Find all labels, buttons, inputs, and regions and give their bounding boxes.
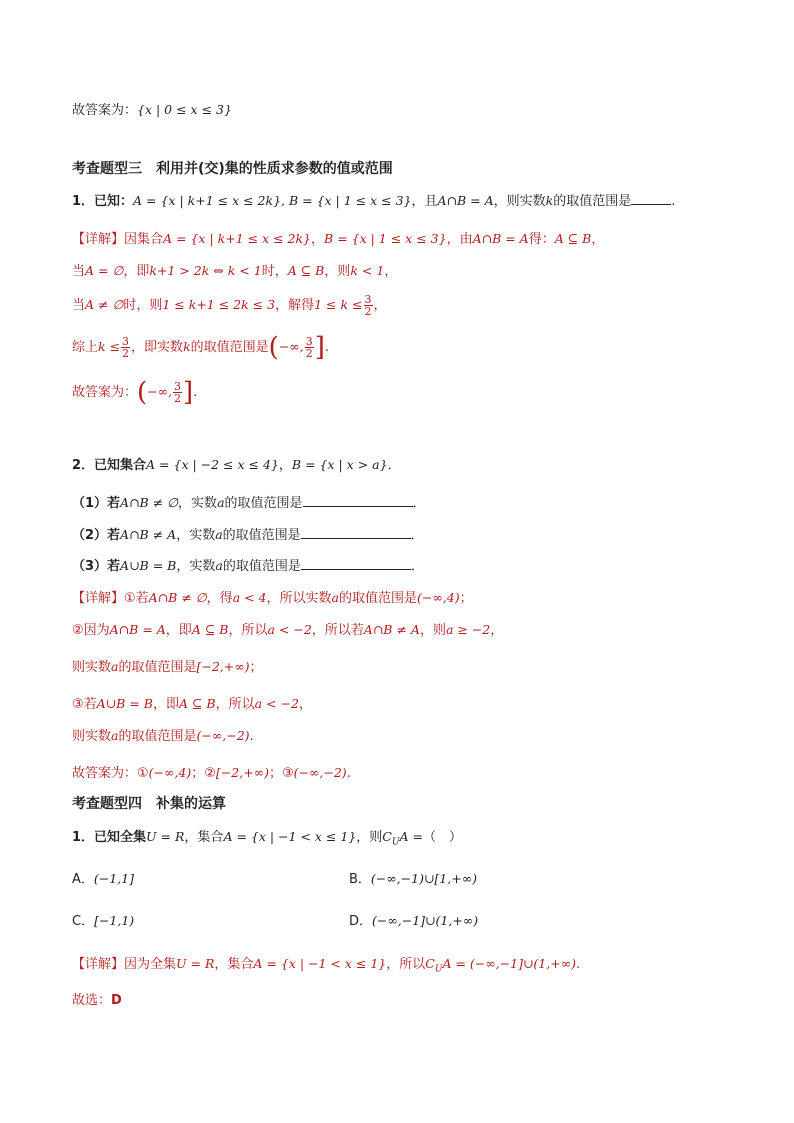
text: 则实数 <box>72 660 112 675</box>
text: ． <box>412 496 426 511</box>
text: ③若 <box>72 697 97 712</box>
section-heading-4: 考查题型四 补集的运算 <box>72 796 226 812</box>
math: A∪B = B <box>120 558 177 573</box>
option-b[interactable] <box>349 869 477 890</box>
math: A = {x | k+1 ≤ x ≤ 2k}, B = {x | 1 ≤ x ≤ 3} <box>133 193 412 208</box>
text: ，则 <box>324 264 351 279</box>
text: 的取值范围是 <box>190 340 269 355</box>
text: ，即实数 <box>131 340 184 355</box>
math: a <box>217 495 225 510</box>
question-1-stem <box>72 191 675 212</box>
math: a < 4 <box>232 590 267 605</box>
text: 的取值范围是 <box>338 591 417 606</box>
text: 因集合 <box>124 232 164 247</box>
math: −∞, <box>147 384 173 399</box>
text: ，集合 <box>184 830 224 845</box>
answer-label: 故答案为： <box>72 385 138 400</box>
detail-line <box>72 620 503 641</box>
text: ，由 <box>446 232 473 247</box>
text: ， <box>384 264 398 279</box>
text: 当 <box>72 298 86 313</box>
math: A∩B ≠ ∅ <box>120 495 179 510</box>
choose-value: D <box>111 993 122 1008</box>
math: (−∞,−2) <box>293 765 347 780</box>
math: a <box>215 558 223 573</box>
text: ； <box>191 766 205 781</box>
text: ，所以 <box>228 623 268 638</box>
math: B = {x | x > a} <box>291 457 388 472</box>
text: ， <box>373 298 387 313</box>
math: A = <box>399 829 423 844</box>
text: ， <box>278 458 292 473</box>
detail-line <box>72 694 312 715</box>
math: A∩B ≠ A <box>120 527 177 542</box>
answer-blank[interactable] <box>631 192 671 205</box>
detail-tag: 【详解】 <box>72 591 125 606</box>
fraction <box>121 336 130 359</box>
text: . <box>249 729 254 744</box>
text: ，且 <box>411 194 438 209</box>
denominator: 2 <box>174 392 182 405</box>
sub-question-1 <box>72 493 426 514</box>
math: A ≠ ∅ <box>85 297 124 312</box>
text: （1）若 <box>72 496 121 511</box>
math: A ⊆ B <box>287 263 325 278</box>
option-d[interactable] <box>349 911 478 932</box>
question-2-stem <box>72 455 401 476</box>
right-bracket: ] <box>314 332 325 363</box>
math: [−2,+∞) <box>215 765 269 780</box>
answer-blank[interactable] <box>301 557 411 570</box>
text: ，实数 <box>178 496 218 511</box>
text: . <box>324 340 329 355</box>
math: k+1 > 2k ⇔ k < 1 <box>149 263 262 278</box>
text: ，则 <box>356 830 383 845</box>
text: ，得 <box>206 591 233 606</box>
text: ， <box>490 623 504 638</box>
math: A∩B ≠ ∅ <box>148 590 207 605</box>
detail-tag: 【详解】 <box>72 957 125 972</box>
choose-label: 故选： <box>72 993 112 1008</box>
detail-line <box>72 588 473 609</box>
text: （3）若 <box>72 559 121 574</box>
right-bracket: ] <box>183 377 194 408</box>
text: ，则 <box>419 623 446 638</box>
math: A = {x | −1 < x ≤ 1} <box>253 956 387 971</box>
math: A = {x | −1 < x ≤ 1} <box>223 829 357 844</box>
text: 则实数 <box>72 729 112 744</box>
text: ； <box>249 660 263 675</box>
fraction <box>364 294 373 317</box>
math: A∩B ≠ A <box>363 622 420 637</box>
math: a <box>111 728 119 743</box>
math: B = {x | 1 ≤ x ≤ 3} <box>324 231 447 246</box>
math: U = R <box>146 829 185 844</box>
option-c[interactable] <box>72 911 134 932</box>
detail-line <box>72 954 580 980</box>
math: A∪B = B <box>96 696 153 711</box>
math: A ⊆ B <box>554 231 592 246</box>
left-paren: ( <box>268 332 279 363</box>
math: C <box>382 829 392 844</box>
math: A∩B = A <box>437 193 494 208</box>
detail-tag: 【详解】 <box>72 232 125 247</box>
text: ； <box>268 766 282 781</box>
q-num: 2．已知集合 <box>72 458 147 473</box>
math: a <box>111 659 119 674</box>
text: ，实数 <box>176 528 216 543</box>
text: 综上 <box>72 340 99 355</box>
text: ，集合 <box>214 957 254 972</box>
math: (−∞,4) <box>148 765 192 780</box>
text: ③ <box>281 766 294 781</box>
math: k < 1 <box>350 263 385 278</box>
option-label: B． <box>349 872 371 887</box>
sub-question-3 <box>72 556 424 577</box>
left-paren: ( <box>137 377 148 408</box>
math: a < −2 <box>254 696 299 711</box>
text: ，所以若 <box>311 623 364 638</box>
text: . <box>575 957 581 972</box>
text: （2）若 <box>72 528 121 543</box>
sub-question-2 <box>72 525 424 546</box>
math: A ⊆ B <box>191 622 229 637</box>
math: A = ∅ <box>85 263 124 278</box>
text: ①若 <box>124 591 149 606</box>
text: 的取值范围是 <box>118 729 197 744</box>
math: k ≤ <box>98 339 121 354</box>
math: A ⊆ B <box>178 696 216 711</box>
text: 时，则 <box>123 298 163 313</box>
text: ，则实数 <box>493 194 546 209</box>
text: 因为全集 <box>124 957 177 972</box>
top-answer <box>72 100 232 121</box>
answer-value: {x | 0 ≤ x ≤ 3} <box>137 102 232 117</box>
detail-line <box>72 726 254 747</box>
option-value: (−1,1] <box>93 871 135 886</box>
option-label: A． <box>72 872 94 887</box>
text: . <box>671 194 676 209</box>
math: [−2,+∞) <box>196 659 250 674</box>
text: ，即 <box>152 697 179 712</box>
math: a <box>331 590 339 605</box>
math: 1 ≤ k+1 ≤ 2k ≤ 3 <box>162 297 276 312</box>
text: 的取值范围是 <box>553 194 632 209</box>
option-label: C． <box>72 914 95 929</box>
text: ． <box>410 528 424 543</box>
text: ① <box>137 766 149 781</box>
math: k <box>545 193 554 208</box>
q-num: 1．已知全集 <box>72 830 147 845</box>
detail-line <box>72 229 604 250</box>
question-1-stem <box>72 827 462 853</box>
detail-line <box>72 332 329 363</box>
text: . <box>193 385 198 400</box>
math: A = {x | −2 ≤ x ≤ 4} <box>146 457 279 472</box>
math: 1 ≤ k ≤ <box>314 297 363 312</box>
math: A = (−∞,−1]∪(1,+∞) <box>442 956 576 971</box>
math: A∩B = A <box>472 231 529 246</box>
text: 得： <box>528 232 555 247</box>
text: ，即 <box>123 264 150 279</box>
text: 当 <box>72 264 86 279</box>
option-value: (−∞,−1]∪(1,+∞) <box>372 913 479 928</box>
text: ②因为 <box>72 623 110 638</box>
text: ； <box>459 591 473 606</box>
numerator: 3 <box>305 335 313 348</box>
math: U <box>434 964 443 975</box>
numerator: 3 <box>174 380 182 393</box>
numerator: 3 <box>122 335 130 348</box>
text: ． <box>410 559 424 574</box>
text: 时， <box>261 264 288 279</box>
answer-blank[interactable] <box>303 494 413 507</box>
text: 的取值范围是 <box>118 660 197 675</box>
answer-blank[interactable] <box>301 526 411 539</box>
text: ，解得 <box>275 298 315 313</box>
text: ，所以实数 <box>266 591 332 606</box>
text: ，所以 <box>386 957 426 972</box>
math: a <box>215 527 223 542</box>
text: 的取值范围是 <box>222 528 301 543</box>
option-a[interactable] <box>72 869 134 890</box>
math: (−∞,4) <box>417 590 460 605</box>
text: ，所以 <box>215 697 255 712</box>
math: a ≥ −2 <box>445 622 491 637</box>
text: ， <box>298 697 312 712</box>
text: ，实数 <box>176 559 216 574</box>
text: ② <box>204 766 216 781</box>
detail-line <box>72 294 387 317</box>
answer-label: 故答案为： <box>72 103 138 118</box>
option-label: D． <box>349 914 373 929</box>
math: A∩B = A <box>109 622 166 637</box>
math: U <box>391 837 400 848</box>
fraction <box>173 381 182 404</box>
text: . <box>346 766 351 781</box>
math: a < −2 <box>267 622 312 637</box>
math: (−∞,−2) <box>196 728 250 743</box>
detail-line <box>72 657 263 678</box>
math: k <box>183 339 191 354</box>
text: 的取值范围是 <box>222 559 301 574</box>
detail-line <box>72 261 397 282</box>
section-heading-3: 考查题型三 利用并(交)集的性质求参数的值或范围 <box>72 161 393 177</box>
denominator: 2 <box>122 347 130 360</box>
math: −∞, <box>278 339 304 354</box>
answer-line <box>72 377 198 408</box>
fraction <box>305 336 314 359</box>
denominator: 2 <box>305 347 313 360</box>
text: ， <box>311 232 325 247</box>
answer-label: 故答案为： <box>72 766 138 781</box>
option-value: (−∞,−1)∪[1,+∞) <box>370 871 478 886</box>
text: （ ） <box>422 830 462 845</box>
text: 的取值范围是 <box>224 496 303 511</box>
numerator: 3 <box>364 293 372 306</box>
text: ， <box>591 232 605 247</box>
math: A = {x | k+1 ≤ x ≤ 2k} <box>163 231 312 246</box>
q-num: 1．已知： <box>72 194 134 209</box>
answer-line <box>72 763 351 784</box>
text: ． <box>387 458 401 473</box>
math: C <box>425 956 435 971</box>
choose-line <box>72 991 122 1011</box>
text: ，即 <box>165 623 192 638</box>
denominator: 2 <box>364 305 372 318</box>
option-value: [−1,1) <box>94 913 135 928</box>
math: U = R <box>176 956 215 971</box>
